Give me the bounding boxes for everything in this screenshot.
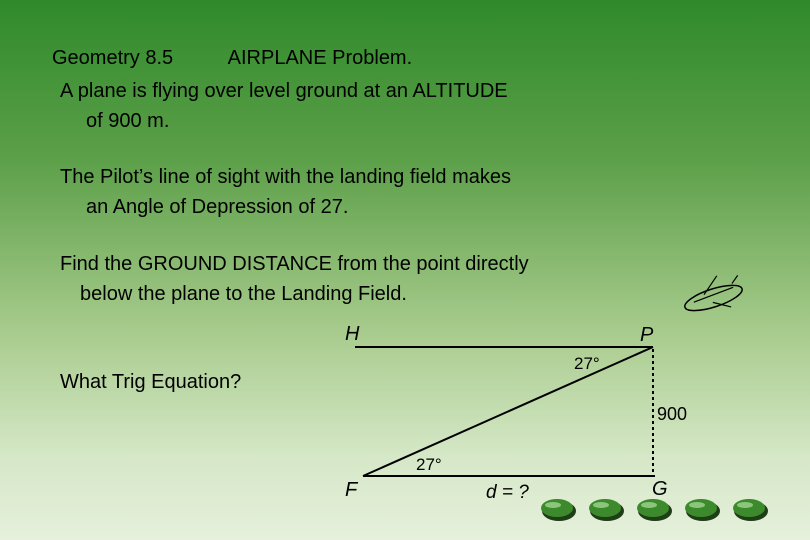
line-fp (363, 347, 653, 476)
p1-line1: A plane is flying over level ground at an ALTITUDE (60, 80, 508, 102)
nav-button-5[interactable] (733, 499, 768, 521)
title-label: Geometry 8.5 (52, 47, 174, 69)
nav-button-1[interactable] (541, 499, 576, 521)
p3-line2: below the plane to the Landing Field. (80, 283, 407, 305)
title-topic: AIRPLANE Problem. (227, 47, 413, 69)
trig-question: What Trig Equation? (60, 371, 242, 393)
p3-line1: Find the GROUND DISTANCE from the point directly (60, 253, 529, 275)
angle-label-top: 27° (574, 354, 600, 373)
nav-button-4[interactable] (685, 499, 720, 521)
airplane-clipart-icon (679, 270, 747, 321)
nav-buttons (541, 499, 768, 521)
label-h: H (345, 323, 360, 345)
p2-line2: an Angle of Depression of 27. (86, 196, 349, 218)
label-p: P (640, 324, 654, 346)
altitude-label: 900 (657, 404, 688, 424)
angle-label-bottom: 27° (416, 455, 442, 474)
label-g: G (652, 478, 668, 500)
nav-button-3[interactable] (637, 499, 672, 521)
nav-button-2[interactable] (589, 499, 624, 521)
p2-line1: The Pilot’s line of sight with the landing field makes (60, 166, 511, 188)
p1-line2: of 900 m. (86, 110, 170, 132)
distance-label: d = ? (486, 482, 529, 503)
label-f: F (345, 479, 358, 501)
